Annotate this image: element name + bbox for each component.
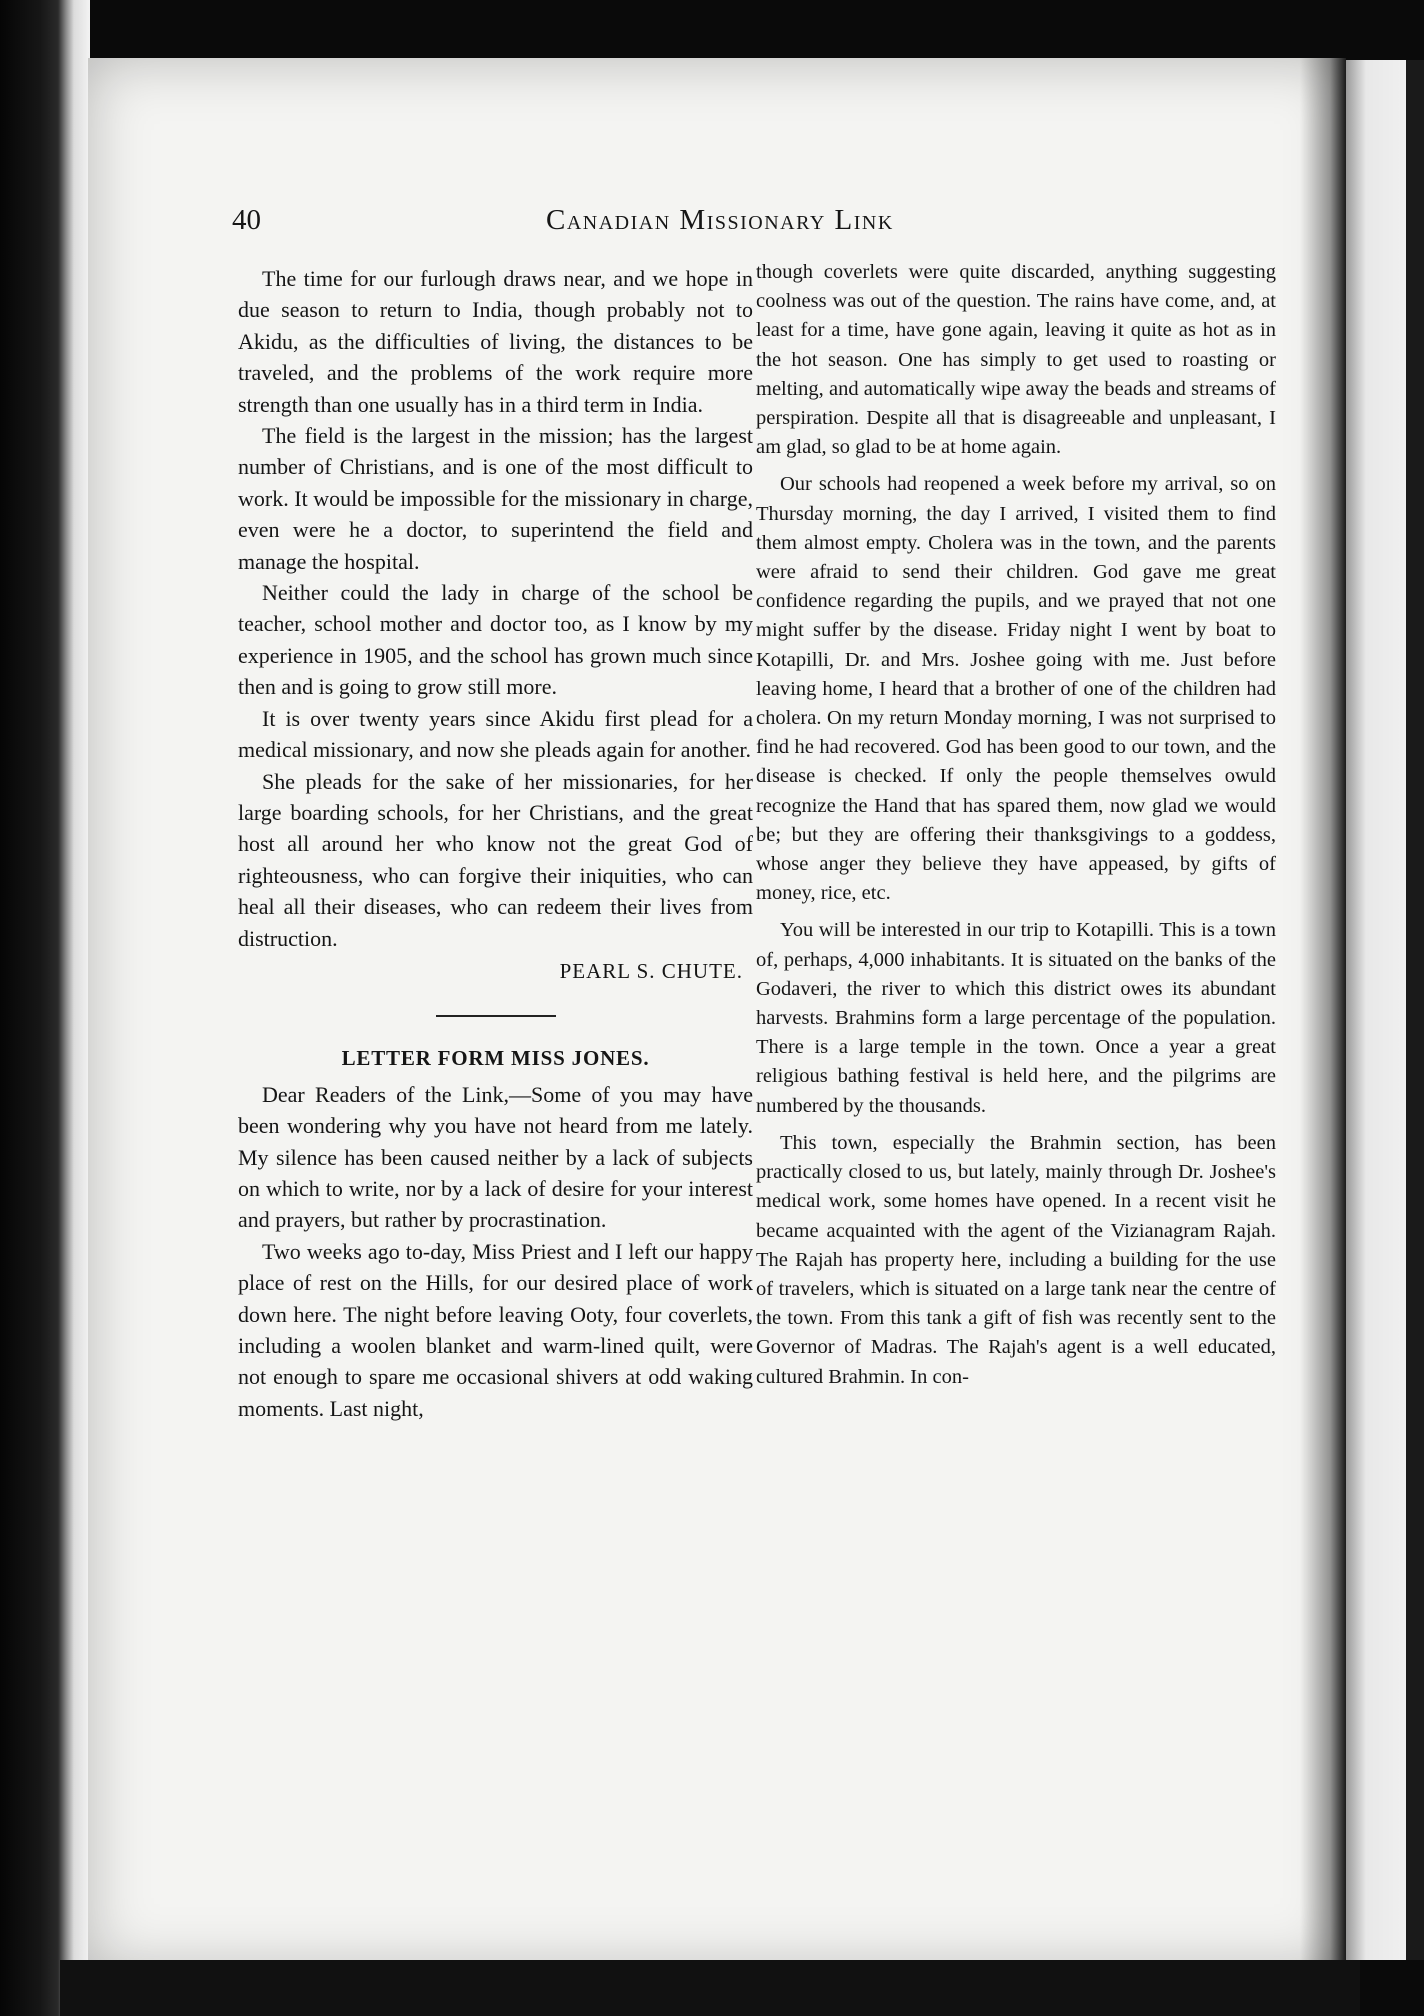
author-signature: PEARL S. CHUTE. bbox=[559, 958, 743, 983]
paragraph: This town, especially the Brahmin section, has been practically closed to us, but lately, mainly through Dr. Joshee's medical work, some homes have opened. In a recent visit he became acquainted with the agent of the Vizianagram Rajah. The Rajah has property here, including a building for the use of travelers, which is situated on a large tank near the centre of the town. From this tank a gift of fish was recently sent to the Governor of Madras. The Rajah's agent is a well educated, cultured Brahmin. In con- bbox=[756, 1131, 1276, 1388]
paragraph: Our schools had reopened a week before my arrival, so on Thursday morning, the day I arrived, I visited them to find them almost empty. Cholera was in the town, and the parents were afraid to send their children. God gave me great confidence regarding the pupils, and we prayed that not one might suffer by the disease. Friday night I went by boat to Kotapilli, Dr. and Mrs. Joshee going with me. Just before leaving home, I heard that a brother of one of the children had cholera. On my return Monday morning, I was not surprised to find he had recovered. God has been good to our town, and the disease is checked. If only the people themselves owuld recognize the Hand that has spared them, now glad we would be; but they are offering their thanksgivings to a goddess, whose anger they believe they have appeased, by gifts of money, rice, etc. bbox=[756, 473, 1276, 905]
scan-bottom-border bbox=[60, 1960, 1360, 2016]
paragraph: The time for our furlough draws near, and we hope in due season to return to India, though probably not to Akidu, as the difficulties of living, the distances to be traveled, and the problems of the work require more strength than one usually has in a third term in India. bbox=[238, 266, 753, 417]
page-gutter-shadow bbox=[1300, 58, 1346, 1970]
page-header bbox=[232, 204, 1272, 244]
paragraph-gap bbox=[756, 1121, 1276, 1129]
left-column bbox=[238, 263, 753, 1424]
paragraph: The field is the largest in the mission; has the largest number of Christians, and is one of the most difficult to work. It would be impossible for the missionary in charge, even were he a doctor, to superintend the field and manage the hospital. bbox=[238, 423, 753, 574]
paragraph: You will be interested in our trip to Kotapilli. This is a town of, perhaps, 4,000 inhabitants. It is situated on the banks of the Godaveri, the river to which this district owes its abundant harvests. Brahmins form a large percentage of the population. There is a large temple in the town. Once a year a great religious bathing festival is held here, and the pilgrims are numbered by the thousands. bbox=[756, 919, 1276, 1117]
paragraph: Neither could the lady in charge of the school be teacher, school mother and doctor too, as I know by my experience in 1905, and the school has grown much since then and is going to grow still more. bbox=[238, 580, 753, 700]
section-divider bbox=[436, 1015, 556, 1017]
paragraph: She pleads for the sake of her missionaries, for her large boarding schools, for her Christians, and the great host all around her who know not the great God of righteousness, who can forgive their iniquities, who can heal all their diseases, who can redeem their lives from distruction. bbox=[238, 768, 753, 951]
adjacent-page-edge bbox=[1346, 60, 1406, 1960]
paragraph: It is over twenty years since Akidu first plead for a medical missionary, and now she pleads again for another. bbox=[238, 705, 753, 763]
book-binding-edge bbox=[0, 0, 90, 2016]
paragraph: Dear Readers of the Link,—Some of you may have been wondering why you have not heard from me lately. My silence has been caused neither by a lack of subjects on which to write, nor by a lack of desire for your interest and prayers, but rather by procrastination. bbox=[238, 1081, 753, 1233]
page-number: 40 bbox=[232, 204, 261, 236]
paragraph-continuation: though coverlets were quite discarded, anything suggesting coolness was out of the question. The rains have come, and, at least for a time, have gone again, leaving it quite as hot as in the hot season. One has simply to get used to roasting or melting, and automatically wipe away the beads and streams of perspiration. Despite all that is disagreeable and unpleasant, I am glad, so glad to be at home again. bbox=[756, 261, 1276, 459]
running-title: Canadian Missionary Link bbox=[546, 204, 894, 236]
paragraph-gap bbox=[756, 908, 1276, 916]
paragraph: Two weeks ago to-day, Miss Priest and I left our happy place of rest on the Hills, for our desired place of work down here. The night before leaving Ooty, four coverlets, including a woolen blanket and warm-lined quilt, were not enough to spare me occasional shivers at odd waking moments. Last night, bbox=[238, 1238, 753, 1421]
paragraph-gap bbox=[756, 462, 1276, 470]
adjacent-page-shadow bbox=[1406, 60, 1424, 1960]
right-column bbox=[756, 258, 1276, 1392]
letter-heading: LETTER FORM MISS JONES. bbox=[341, 1046, 650, 1071]
